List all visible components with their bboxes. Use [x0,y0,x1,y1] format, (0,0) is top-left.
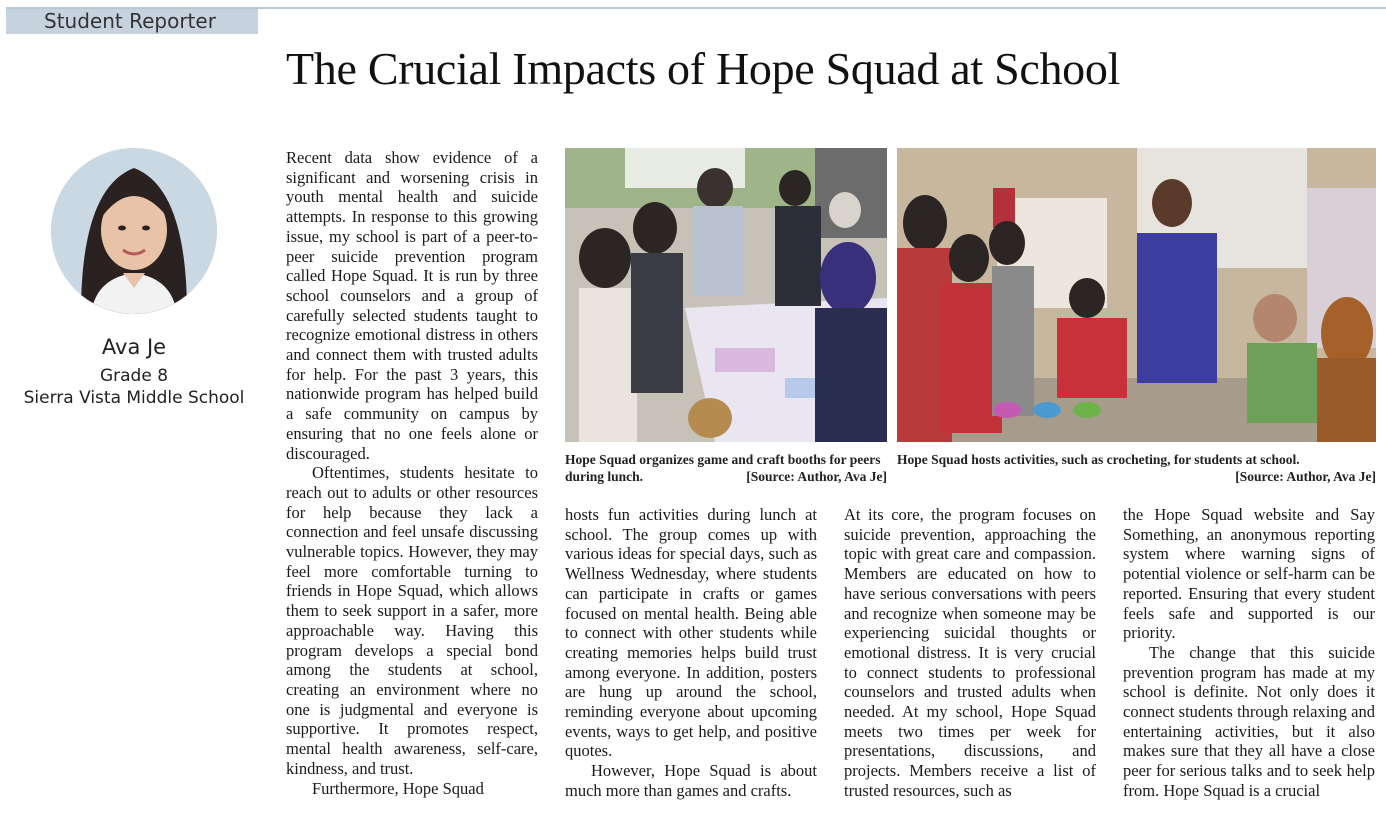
paragraph: Furthermore, Hope Squad [312,778,484,798]
article-column-1 [286,148,538,823]
author-portrait-graphic [51,148,217,314]
photo-caption-2 [897,451,1376,485]
article-column-4 [1123,505,1375,823]
paragraph: At its core, the program focuses on suicide prevention, approaching the topic with great care and compassion. Members are educated on how to have serious conversations with peers and recognize when someone may be experiencing suicidal thoughts or emotional distress. It is very crucial to connect students to professional counselors and trusted adults when needed. At my school, Hope Squad meets two times per week for presentations, discussions, and projects. Members receive a list of trusted resources, such as [844,505,1096,800]
paragraph: the Hope Squad website and Say Something, an anonymous reporting system where warning signs of potential violence or self-harm can be reported. Ensuring that every student feels safe and supported is our priority. [1123,505,1375,643]
author-school: Sierra Vista Middle School [23,388,245,408]
author-block [0,148,268,409]
paragraph: Oftentimes, students hesitate to reach out to adults or other resources for help because they lack a connection and feel unsafe discussing vulnerable topics. However, they may feel more comfortable turning to friends in Hope Squad, which allows them to seek support in a safer, more approachable way. Having this program develops a special bond among the students at school, creating an environment where no one is judgmental and everyone is supportive. It promotes respect, mental health awareness, self-care, kindness, and trust. [286,463,538,778]
section-label: Student Reporter [6,9,258,34]
caption-source: [Source: Author, Ava Je] [1235,469,1376,484]
article-column-3 [844,505,1096,823]
author-name: Ava Je [101,335,167,359]
photo-booths [565,148,887,442]
paragraph: hosts fun activities during lunch at school. The group comes up with various ideas for special days, such as Wellness Wednesday, where students can participate in crafts or games focused on mental health. Being able to connect with other students while creating memories helps build trust among everyone. In addition, posters are hung up around the school, reminding everyone about upcoming events, ways to get help, and positive quotes. [565,505,817,761]
photo-crocheting [897,148,1376,442]
photo-booths-graphic [565,148,887,442]
caption-text: Hope Squad hosts activities, such as crocheting, for students at school. [897,452,1300,467]
paragraph: The change that this suicide prevention program has made at my school is definite. Not only does it connect students through relaxing and entertaining activities, but it also makes sure that they all have a close peer for serious talks and to seek help from. Hope Squad is a crucial [1123,642,1375,800]
article-title: The Crucial Impacts of Hope Squad at School [286,43,1121,94]
author-photo [51,148,217,314]
article-column-2 [565,505,817,823]
author-grade: Grade 8 [99,366,169,386]
photo-caption-1 [565,451,887,485]
caption-source: [Source: Author, Ava Je] [746,469,887,484]
caption-text: Hope Squad organizes game and craft booths for peers during lunch. [565,452,881,484]
paragraph: However, Hope Squad is about much more than games and crafts. [565,761,817,800]
paragraph: Recent data show evidence of a significant and worsening crisis in youth mental health and suicide attempts. In response to this growing issue, my school is part of a peer-to-peer suicide prevention program called Hope Squad. It is run by three school counselors and a group of carefully selected students taught to recognize emotional distress in others and connect them with trusted adults for help. For the past 3 years, this nationwide program has helped build a safe community on campus by ensuring that no one feels alone or discouraged. [286,148,538,463]
photo-crocheting-graphic [897,148,1376,442]
